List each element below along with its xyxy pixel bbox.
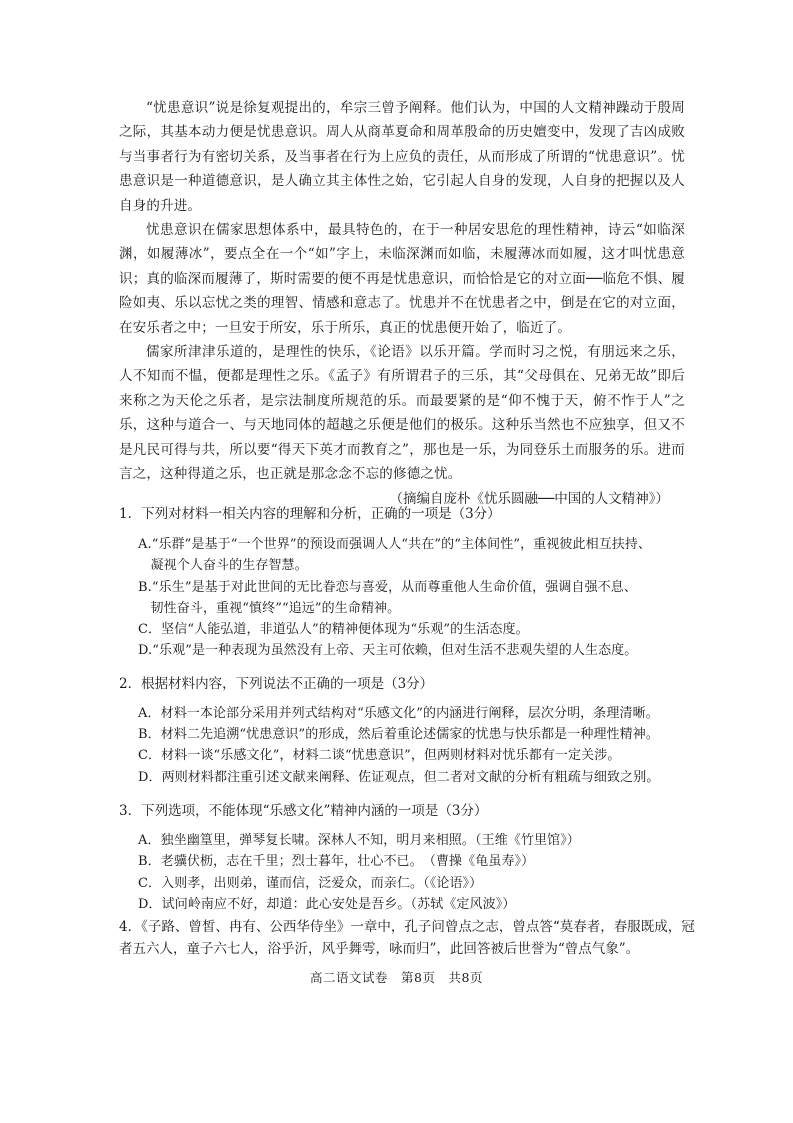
option-c: C．坚信“人能弘道，非道弘人”的精神便体现为“乐观”的生活态度。	[138, 622, 529, 638]
option-a-continued: ㅤ凝视个人奋斗的生存智慧。	[138, 558, 308, 574]
question-stem: 2．根据材料内容，下列说法不正确的一项是（3分）	[119, 675, 434, 692]
option-b-continued: ㅤ韧性奋斗，重视“慎终”“追远”的生命精神。	[138, 600, 401, 616]
reading-passage	[119, 96, 685, 511]
passage-paragraph-2: 忧患意识在儒家思想体系中，最具特色的，在于一种居安思危的理性精神，诗云“如临深渊，如履薄冰”，要点全在一个“如”字上，未临深渊而如临，未履薄冰而如履，这才叫忧患意识；真的临深而履薄了，斯时需要的便不再是忧患意识，而恰恰是它的对立面──临危不惧、履险如夷、乐以忘忧之类的理智、情感和意志了。忧患并不在忧患者之中，倒是在它的对立面，在安乐者之中；一旦安于所安，乐于所乐，真正的忧患便开始了，临近了。	[119, 222, 685, 336]
option-b: B.“乐生”是基于对此世间的无比眷恋与喜爱，从而尊重他人生命价值，强调自强不息、	[138, 579, 637, 595]
option-list	[119, 534, 703, 662]
question-2	[119, 673, 703, 788]
question-stem: 3．下列选项，不能体现“乐感文化”精神内涵的一项是（3分）	[119, 802, 488, 819]
option-b: B．材料二先追溯“忧患意识”的形成，然后着重论述儒家的忧患与快乐都是一种理性精神。	[138, 727, 659, 743]
question-3	[119, 800, 703, 915]
option-d: D．试问岭南应不好，却道：此心安处是吾乡。（苏轼《定风波》）	[138, 896, 516, 912]
option-d: D.“乐观”是一种表现为虽然没有上帝、天主可依赖，但对生活不悲观失望的人生态度。	[138, 643, 638, 659]
passage-paragraph-3: 儒家所津津乐道的，是理性的快乐，《论语》以乐开篇。学而时习之悦，有朋远来之乐，人不知而不愠，便都是理性之乐。《孟子》有所谓君子的三乐，其“父母俱在、兄弟无故”即后来称之为天伦之乐者，是宗法制度所规范的乐。而最要紧的是“仰不愧于天，俯不怍于人”之乐，这种与道合一、与天地同体的超越之乐便是他们的极乐。这种乐当然也不应独享，但又不是凡民可得与共，所以要“得天下英才而教育之”，那也是一乐，为同登乐土而服务的乐。进而言之，这种得道之乐，也正就是那念念不忘的修德之忧。	[119, 344, 685, 483]
option-c: C．材料一谈“乐感文化”，材料二谈“忧患意识”，但两则材料对忧乐都有一定关涉。	[138, 748, 621, 764]
question-stem: 4．《子路、曾皙、冉有、公西华侍坐》一章中，孔子问曾点之志，曾点答“莫春者，春服既成，冠者五六人，童子六七人，浴乎沂，风乎舞雩，咏而归”，此回答被后世誉为“曾点气象”。	[119, 919, 695, 958]
option-c: C．入则孝，出则弟，谨而信，泛爱众，而亲仁。（《论语》）	[138, 875, 483, 891]
option-d: D．两则材料都注重引述文献来阐释、佐证观点，但二者对文献的分析有粗疏与细致之别。	[138, 769, 660, 785]
option-a: A.“乐群”是基于“一个世界”的预设而强调人人“共在”的“主体间性”，重视彼此相互扶持、	[138, 537, 652, 552]
page-footer: 高二语文试卷 第8页 共8页	[310, 970, 483, 985]
question-list	[119, 503, 703, 961]
option-a: A．材料一本论部分采用并列式结构对“乐感文化”的内涵进行阐释，层次分明，条理清晰。	[138, 705, 659, 721]
option-list	[119, 830, 703, 915]
question-4	[119, 916, 703, 960]
question-stem: 1．下列对材料一相关内容的理解和分析，正确的一项是（3分）	[119, 506, 501, 522]
question-1	[119, 503, 703, 662]
passage-paragraph-1: “忧患意识”说是徐复观提出的，牟宗三曾予阐释。他们认为，中国的人文精神躁动于殷周之际，其基本动力便是忧患意识。周人从商革夏命和周革殷命的历史嬗变中，发现了吉凶成败与当事者行为有密切关系，及当事者在行为上应负的责任，从而形成了所谓的“忧患意识”。忧患意识是一种道德意识，是人确立其主体性之始，它引起人自身的发现，人自身的把握以及人自身的升进。	[119, 100, 685, 214]
passage-source: （摘编自庞朴《忧乐圆融──中国的人文精神》）	[389, 490, 669, 507]
option-b: B．老骥伏枥，志在千里；烈士暮年，壮心不已。 （曹操《龟虽寿》）	[138, 854, 535, 870]
option-list	[119, 703, 703, 788]
option-a: A．独坐幽篁里，弹琴复长啸。深林人不知，明月来相照。（王维《竹里馆》）	[138, 832, 580, 848]
